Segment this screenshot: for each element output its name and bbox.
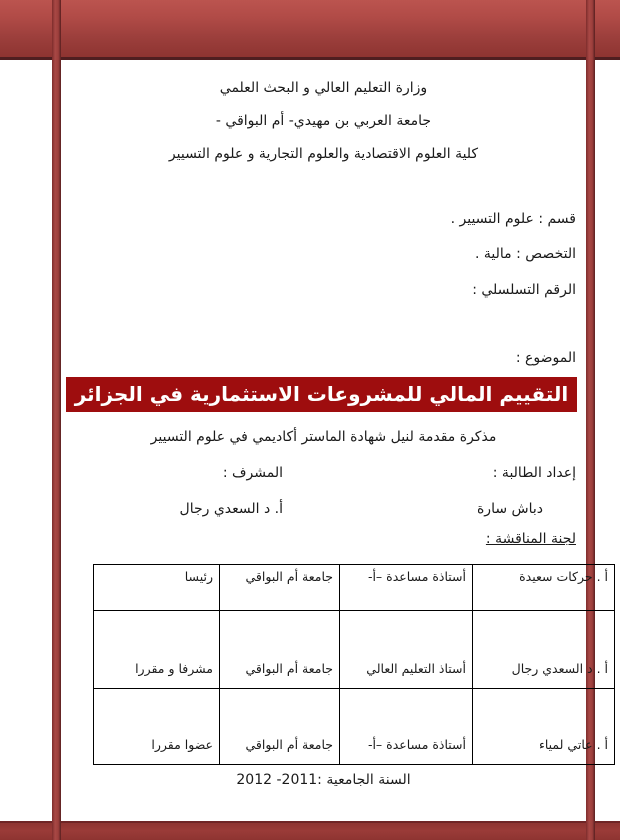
committee-label: لجنة المناقشة : bbox=[485, 531, 576, 547]
member-role-cell: مشرفا و مقررا bbox=[94, 611, 220, 689]
supervisor-label: المشرف : bbox=[222, 465, 283, 481]
ministry-line: وزارة التعليم العالي و البحث العلمي bbox=[219, 80, 428, 96]
member-rank-cell: أستاذ التعليم العالي bbox=[340, 611, 473, 689]
table-row bbox=[94, 689, 615, 765]
prepared-by-label: إعداد الطالبة : bbox=[492, 465, 576, 481]
member-role-cell: عضوا مقررا bbox=[94, 689, 220, 765]
table-row bbox=[94, 565, 615, 611]
subject-label: الموضوع : bbox=[515, 350, 576, 366]
university-line: جامعة العربي بن مهيدي- أم البواقي - bbox=[215, 113, 432, 129]
specialty-line: التخصص : مالية . bbox=[475, 246, 576, 262]
supervisor-name: أ. د السعدي رجال bbox=[179, 501, 283, 517]
thesis-subtitle: مذكرة مقدمة لنيل شهادة الماستر أكاديمي في علوم التسيير bbox=[150, 429, 497, 445]
thesis-title-banner: التقييم المالي للمشروعات الاستثمارية في الجزائر bbox=[66, 377, 577, 412]
frame-top-band bbox=[0, 0, 620, 60]
department-line: قسم : علوم التسيير . bbox=[450, 211, 576, 227]
faculty-line: كلية العلوم الاقتصادية والعلوم التجارية و علوم التسيير bbox=[168, 146, 479, 162]
member-university-cell: جامعة أم البواقي bbox=[220, 565, 340, 611]
member-rank-cell: أستاذة مساعدة –أ- bbox=[340, 565, 473, 611]
member-rank-cell: أستاذة مساعدة –أ- bbox=[340, 689, 473, 765]
table-row bbox=[94, 611, 615, 689]
academic-year: السنة الجامعية :2011- 2012 bbox=[236, 772, 411, 788]
member-name-cell: أ . حركات سعيدة bbox=[473, 565, 615, 611]
committee-table bbox=[93, 564, 615, 765]
member-role-cell: رئيسا bbox=[94, 565, 220, 611]
serial-number-line: الرقم التسلسلي : bbox=[472, 282, 576, 298]
member-name-cell: أ . عاتي لمياء bbox=[473, 689, 615, 765]
member-university-cell: جامعة أم البواقي bbox=[220, 689, 340, 765]
member-name-cell: أ . د السعدي رجال bbox=[473, 611, 615, 689]
member-university-cell: جامعة أم البواقي bbox=[220, 611, 340, 689]
frame-left-bar bbox=[52, 0, 61, 840]
frame-bottom-band bbox=[0, 821, 620, 840]
student-name: دباش سارة bbox=[476, 501, 543, 517]
page-content bbox=[61, 60, 608, 821]
